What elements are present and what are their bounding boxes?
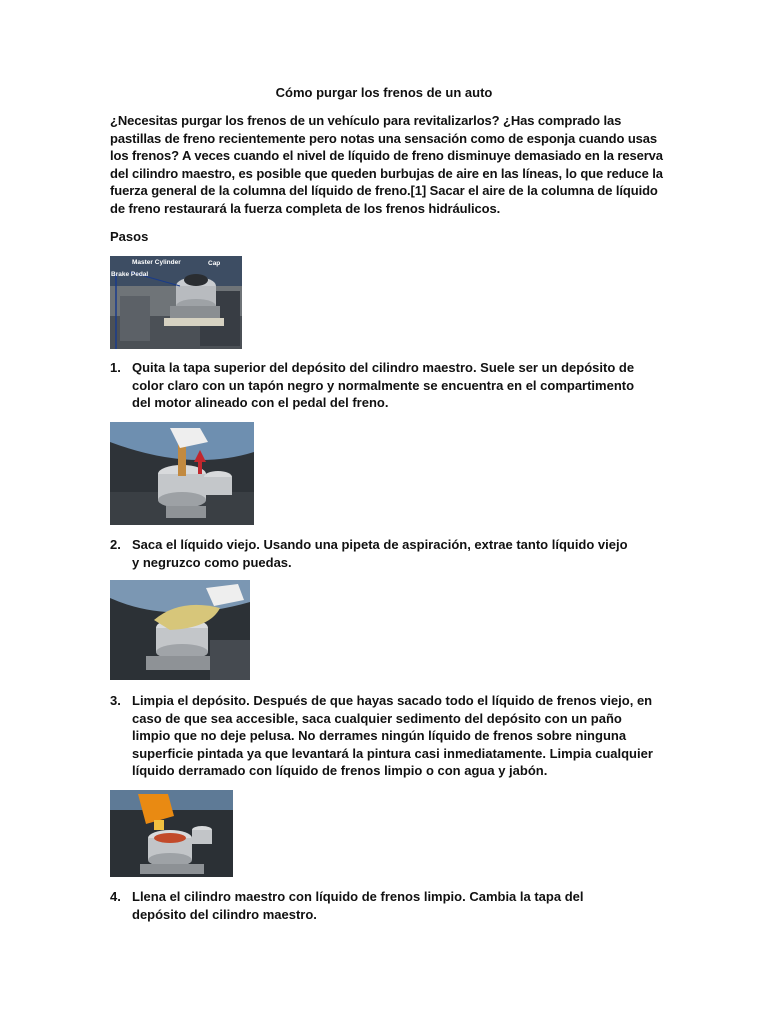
figure-clean-reservoir-image — [110, 580, 250, 680]
figure-remove-cap-image — [110, 422, 254, 525]
figure-master-cylinder-image — [110, 256, 242, 349]
intro-paragraph: ¿Necesitas purgar los frenos de un vehículo para revitalizarlos? ¿Has comprado las pastillas de freno recientemente pero notas una sensación como de esponja cuando usas los frenos? A veces cuando el nivel de líquido de freno disminuye demasiado en la reserva del cilindro maestro, es posible que queden burbujas de aire en las líneas, lo que reduce la fuerza general de la columna del líquido de freno.[1] Sacar el aire de la columna de líquido de freno restaurará la fuerza completa de los frenos hidráulicos. — [110, 113, 663, 216]
step-1 — [110, 359, 658, 415]
steps-heading: Pasos — [110, 229, 149, 244]
step-number: 1. — [110, 360, 121, 375]
step-number: 3. — [110, 693, 121, 708]
step-2 — [110, 536, 658, 572]
label-master-cylinder: Master Cylinder — [132, 259, 181, 266]
step-number: 2. — [110, 537, 121, 552]
label-cap: Cap — [208, 260, 221, 267]
step-text: Llena el cilindro maestro con líquido de frenos limpio. Cambia la tapa del depósito del cilindro maestro. — [132, 889, 584, 922]
step-3 — [110, 692, 662, 780]
document-title: Cómo purgar los frenos de un auto — [275, 85, 493, 100]
step-text: Quita la tapa superior del depósito del cilindro maestro. Suele ser un depósito de color claro con un tapón negro y normalmente se encuentra en el compartimento del motor alineado con el pedal del freno. — [132, 360, 635, 410]
figure-refill-image — [110, 790, 233, 877]
step-text: Saca el líquido viejo. Usando una pipeta de aspiración, extrae tanto líquido viejo y negruzco como puedas. — [132, 537, 628, 570]
step-4 — [110, 888, 658, 924]
step-number: 4. — [110, 889, 121, 904]
step-text: Limpia el depósito. Después de que hayas sacado todo el líquido de frenos viejo, en caso de que sea accesible, saca cualquier sedimento del depósito con un paño limpio que no deje pelusa. No derrames ningún líquido de frenos sobre ninguna superficie pintada ya que levantará la pintura casi inmediatamente. Limpia cualquier líquido derramado con líquido de frenos limpio o con agua y jabón. — [132, 693, 653, 778]
label-brake-pedal: Brake Pedal — [111, 271, 149, 278]
